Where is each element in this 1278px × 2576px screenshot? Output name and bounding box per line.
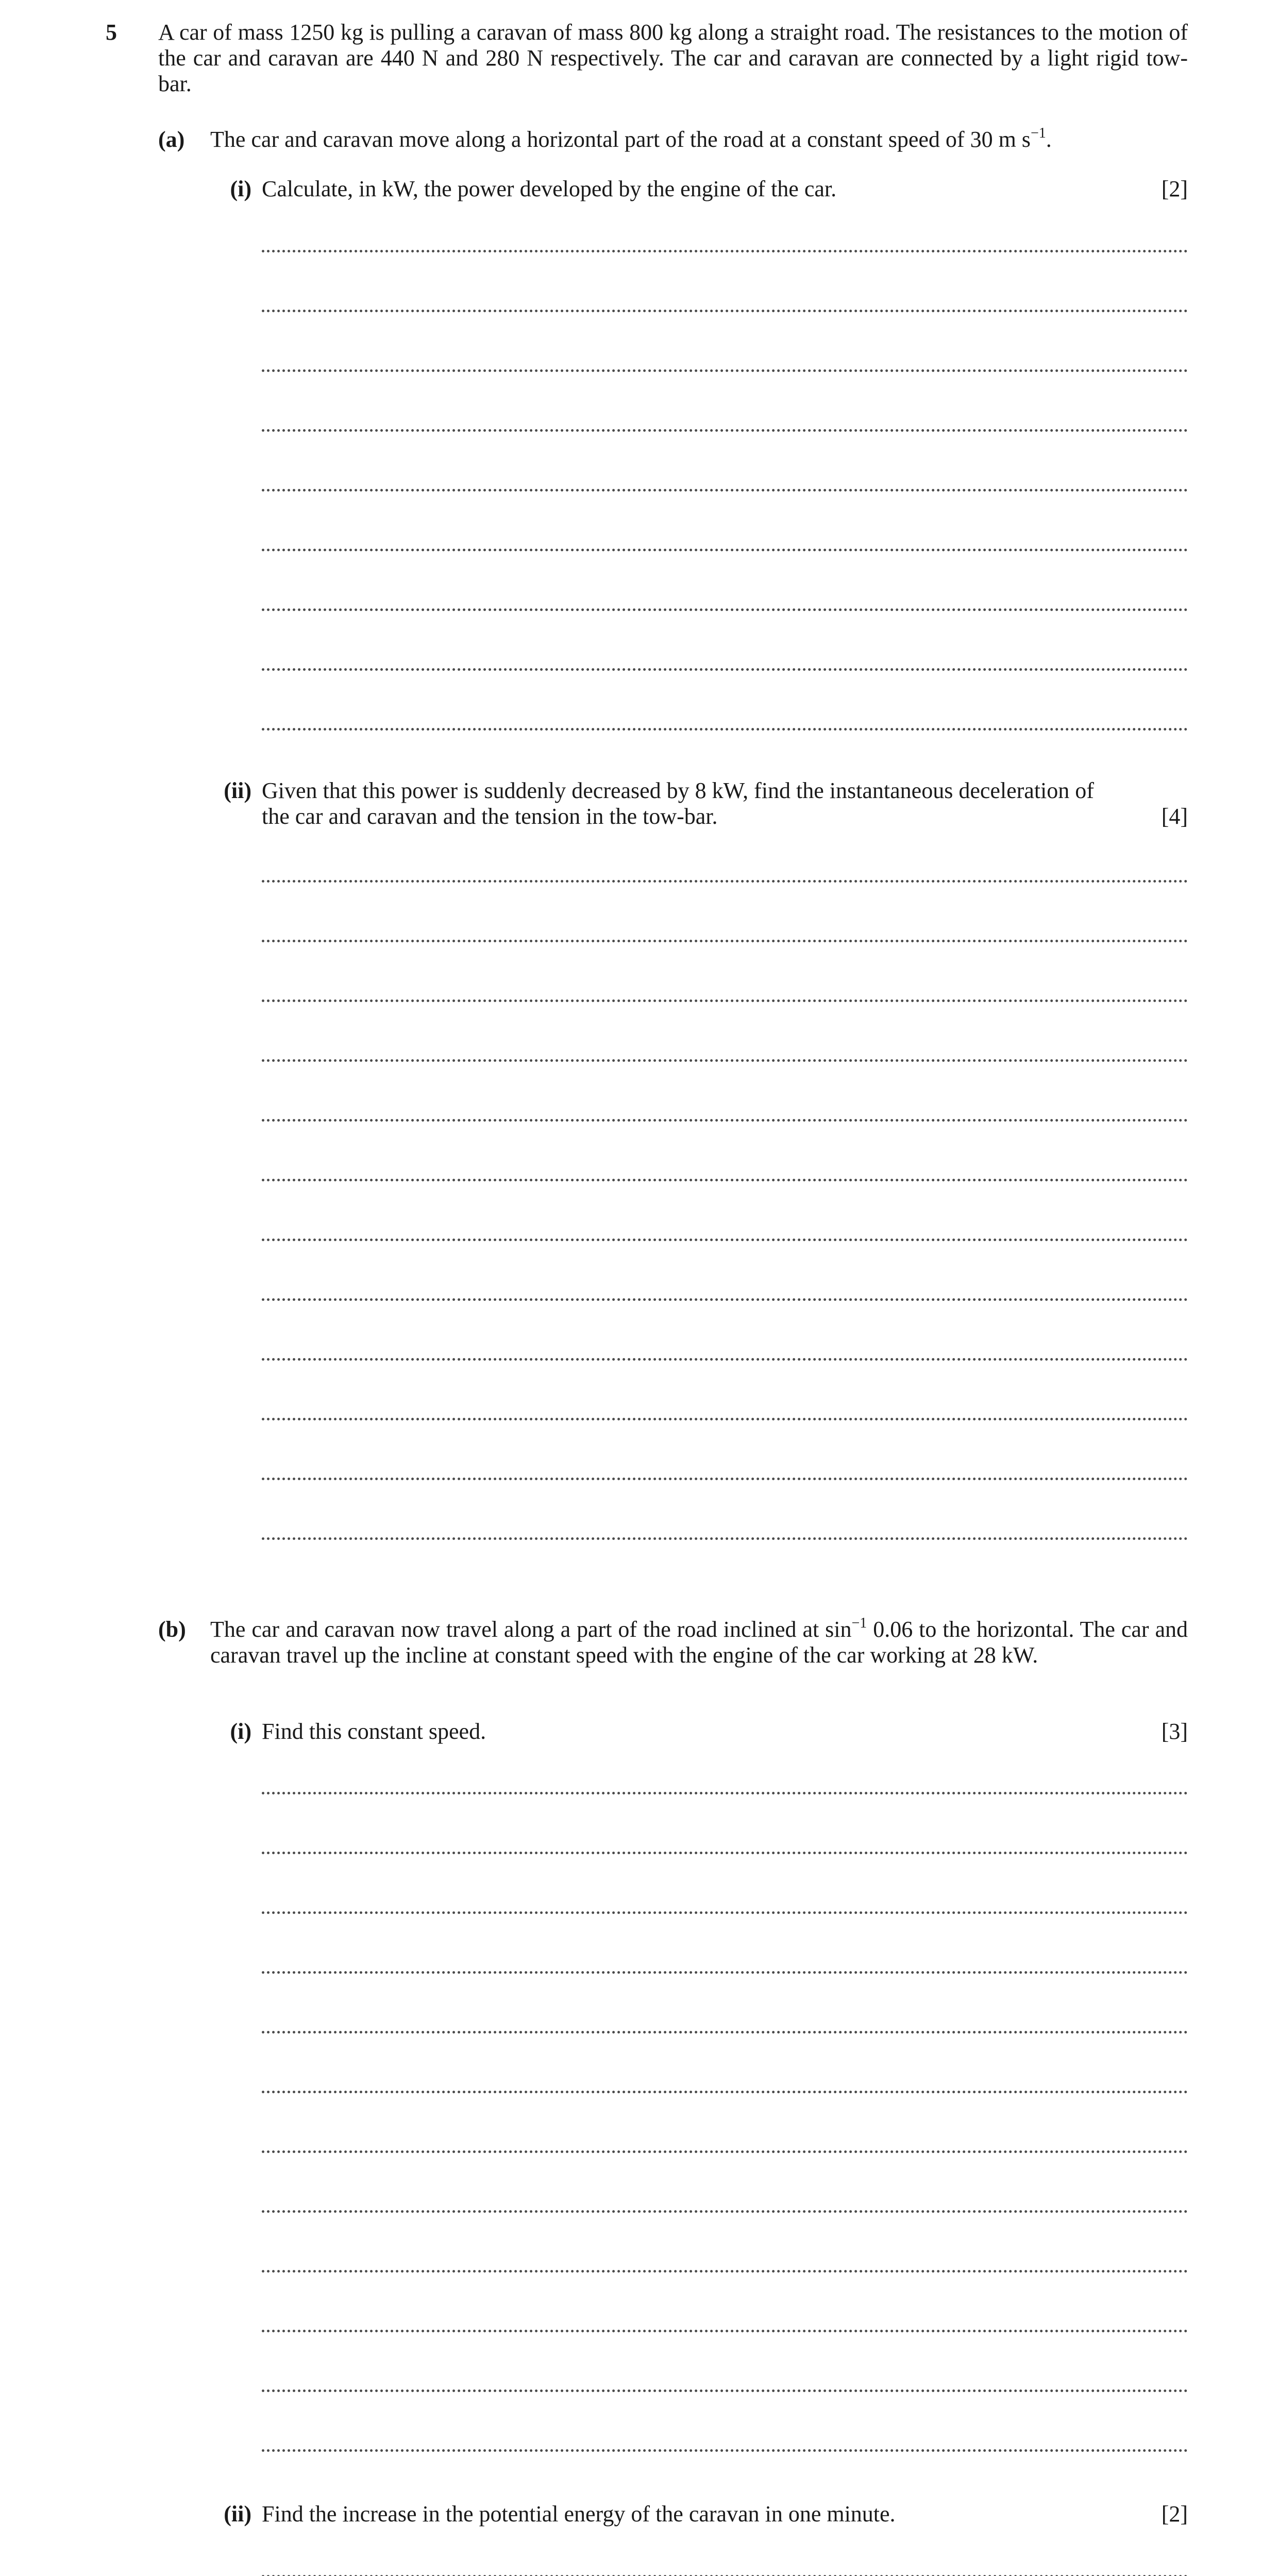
answer-line[interactable] [262,2270,1188,2273]
answer-line[interactable] [262,1911,1188,1914]
answer-line[interactable] [262,728,1188,731]
part-a-ii-label: (ii) [224,778,251,803]
answer-line[interactable] [262,1358,1188,1361]
part-a-ii-text [262,778,1188,829]
answer-line[interactable] [262,1119,1188,1122]
answer-line[interactable] [262,880,1188,883]
part-a-text-main: The car and caravan move along a horizontal part of the road at a constant speed of 30 m s [210,127,1031,152]
part-b-i-marks: [3] [1161,1719,1188,1744]
answer-line[interactable] [262,489,1188,492]
part-a-label: (a) [158,127,185,152]
part-b-label: (b) [158,1617,186,1642]
part-a-i-label: (i) [230,176,251,201]
part-b-i-label: (i) [230,1719,251,1744]
answer-line[interactable] [262,999,1188,1002]
answer-line[interactable] [262,2091,1188,2093]
part-a-text-end: . [1046,127,1052,152]
part-b-text-end: 0.06 to the horizontal. The car and caravan travel up the incline at constant speed with the engine of the car working at 28 kW. [210,1617,1188,1668]
answer-line[interactable] [262,429,1188,432]
part-a-i-marks: [2] [1161,176,1188,201]
answer-line[interactable] [262,1852,1188,1854]
part-b-text-main: The car and caravan now travel along a part of the road inclined at sin [210,1617,852,1642]
answer-line[interactable] [262,1418,1188,1420]
answer-line[interactable] [262,2389,1188,2392]
answer-line[interactable] [262,549,1188,551]
answer-line[interactable] [262,310,1188,312]
part-a-ii-text-line2: the car and caravan and the tension in the tow-bar. [262,804,718,829]
part-b-ii-label: (ii) [224,2501,251,2527]
answer-line[interactable] [262,1971,1188,1974]
answer-line[interactable] [262,2449,1188,2452]
part-b-ii-text: Find the increase in the potential energy of the caravan in one minute. [262,2501,896,2527]
answer-line[interactable] [262,940,1188,942]
answer-line[interactable] [262,1478,1188,1480]
answer-line[interactable] [262,1792,1188,1794]
answer-line[interactable] [262,1537,1188,1540]
part-b-i-text: Find this constant speed. [262,1719,486,1744]
part-a-ii-text-line1: Given that this power is suddenly decreased by 8 kW, find the instantaneous deceleration of [262,778,1094,803]
part-a-text [210,127,1188,152]
answer-line[interactable] [262,1059,1188,1062]
part-b-ii-marks: [2] [1161,2501,1188,2527]
part-b-text-superscript: −1 [851,1615,867,1631]
answer-line[interactable] [262,1298,1188,1301]
part-a-ii-marks: [4] [1161,804,1188,829]
answer-line[interactable] [262,1179,1188,1181]
part-b-text [210,1617,1188,1668]
answer-line[interactable] [262,608,1188,611]
answer-line[interactable] [262,1239,1188,1241]
answer-line[interactable] [262,369,1188,372]
question-stem: A car of mass 1250 kg is pulling a caravan of mass 800 kg along a straight road. The resistances to the motion of the car and caravan are 440 N and 280 N respectively. The car and caravan are connected by a light rigid tow-bar. [158,20,1188,96]
part-a-text-superscript: −1 [1030,125,1046,141]
answer-line[interactable] [262,2210,1188,2213]
answer-line[interactable] [262,2150,1188,2153]
question-number: 5 [106,20,117,45]
part-a-i-text: Calculate, in kW, the power developed by the engine of the car. [262,176,837,201]
answer-line[interactable] [262,2031,1188,2033]
answer-line[interactable] [262,250,1188,252]
answer-line[interactable] [262,2330,1188,2332]
answer-line[interactable] [262,668,1188,671]
